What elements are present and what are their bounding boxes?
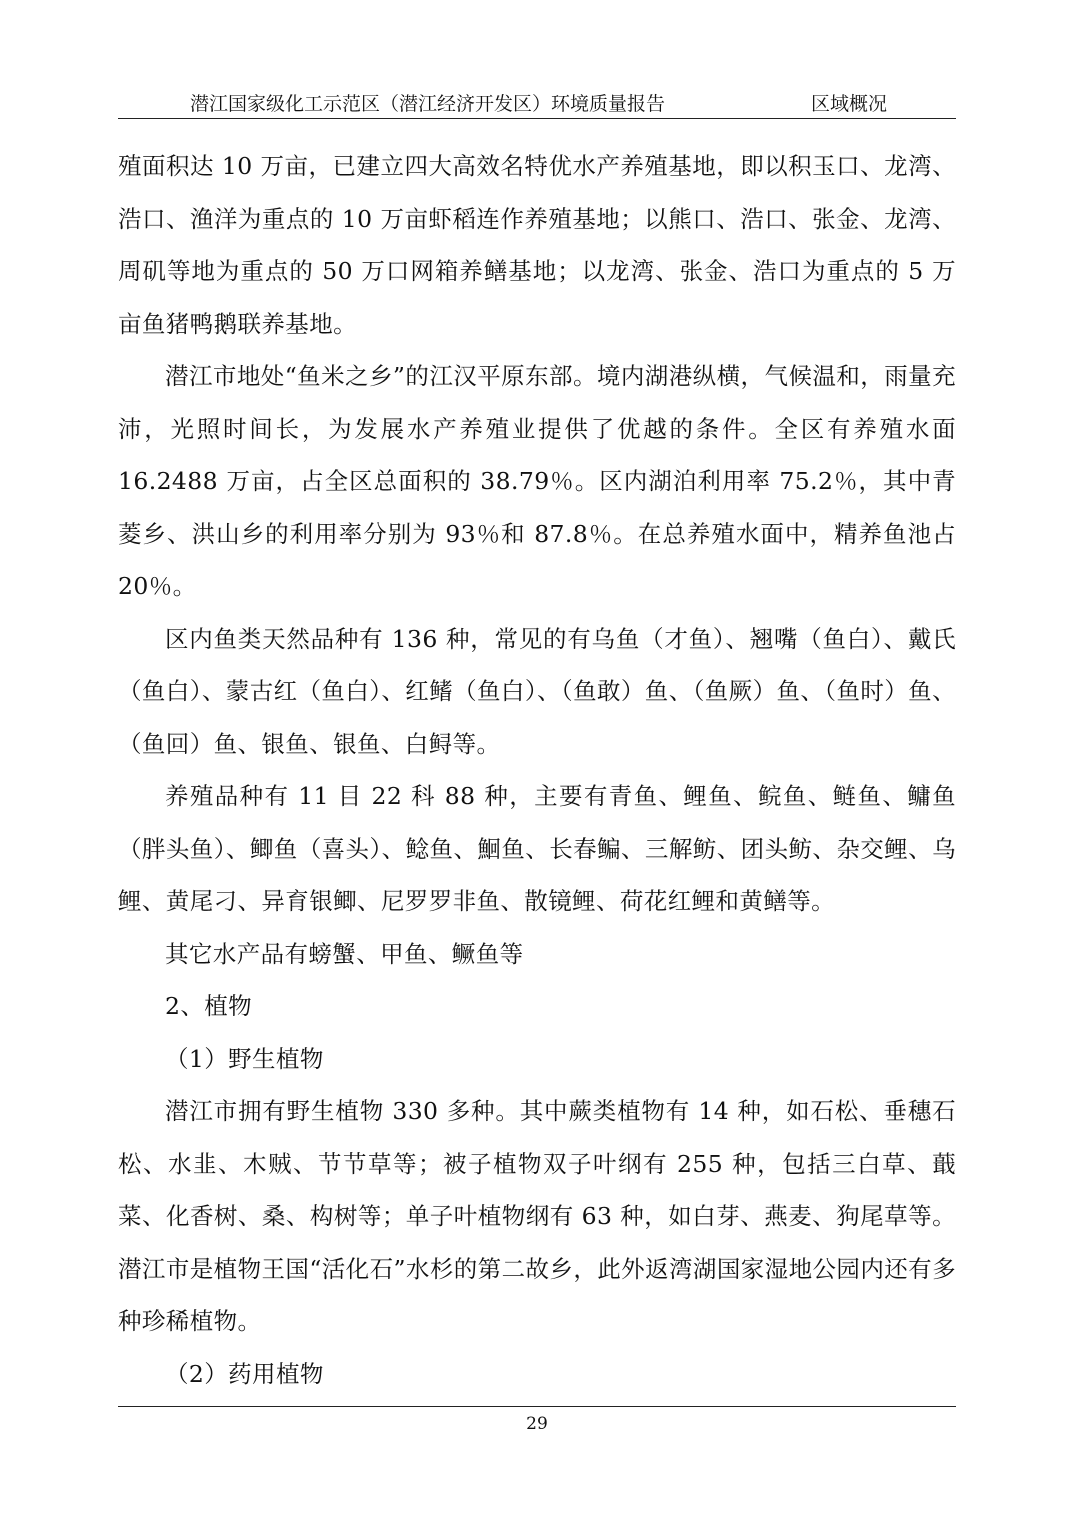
paragraph-other-aquatic: 其它水产品有螃蟹、甲鱼、鳜鱼等	[165, 939, 524, 968]
report-title: 潜江国家级化工示范区（潜江经济开发区）环境质量报告	[190, 93, 666, 115]
heading-medicinal-plants: （2）药用植物	[165, 1359, 324, 1388]
page-number: 29	[526, 1414, 548, 1434]
heading-wild-plants: （1）野生植物	[165, 1044, 324, 1073]
footer-divider	[118, 1406, 956, 1407]
page-header	[118, 90, 956, 119]
heading-plants: 2、植物	[165, 992, 253, 1020]
paragraph-wild-fish: 区内鱼类天然品种有 136 种，常见的有乌鱼（才鱼）、翘嘴（鱼白）、戴氏（鱼白）、蒙古红（鱼白）、红鳍（鱼白）、（鱼敢）鱼、（鱼厥）鱼、（鱼时）鱼、（鱼回）鱼、银鱼、银鱼、白鲟等。	[118, 624, 956, 758]
section-title: 区域概况	[811, 93, 888, 115]
paragraph-farmed-fish: 养殖品种有 11 目 22 科 88 种，主要有青鱼、鲤鱼、鲩鱼、鲢鱼、鳙鱼（胖头鱼）、鲫鱼（喜头）、鲶鱼、鮰鱼、长春鳊、三解鲂、团头鲂、杂交鲤、乌鲤、黄尾刁、异育银鲫、尼罗罗非鱼、散镜鲤、荷花红鲤和黄鳝等。	[118, 782, 956, 915]
paragraph-aquaculture-bases: 殖面积达 10 万亩，已建立四大高效名特优水产养殖基地，即以积玉口、龙湾、浩口、渔洋为重点的 10 万亩虾稻连作养殖基地；以熊口、浩口、张金、龙湾、周矶等地为重点的 50 万口网箱养鳝基地；以龙湾、张金、浩口为重点的 5 万亩鱼猪鸭鹅联养基地。	[118, 152, 956, 338]
body-text	[118, 140, 956, 1400]
paragraph-wild-plants: 潜江市拥有野生植物 330 多种。其中蕨类植物有 14 种，如石松、垂穗石松、水韭、木贼、节节草等；被子植物双子叶纲有 255 种，包括三白草、蕺菜、化香树、桑、构树等；单子叶植物纲有 63 种，如白芽、燕麦、狗尾草等。潜江市是植物王国“活化石”水杉的第二故乡，此外返湾湖国家湿地公园内还有多种珍稀植物。	[118, 1097, 956, 1335]
paragraph-water-area: 潜江市地处“鱼米之乡”的江汉平原东部。境内湖港纵横，气候温和，雨量充沛，光照时间长，为发展水产养殖业提供了优越的条件。全区有养殖水面 16.2488 万亩，占全区总面积的 38.79％。区内湖泊利用率 75.2％，其中青菱乡、洪山乡的利用率分别为 93％和 87.8％。在总养殖水面中，精养鱼池占 20％。	[118, 362, 956, 600]
